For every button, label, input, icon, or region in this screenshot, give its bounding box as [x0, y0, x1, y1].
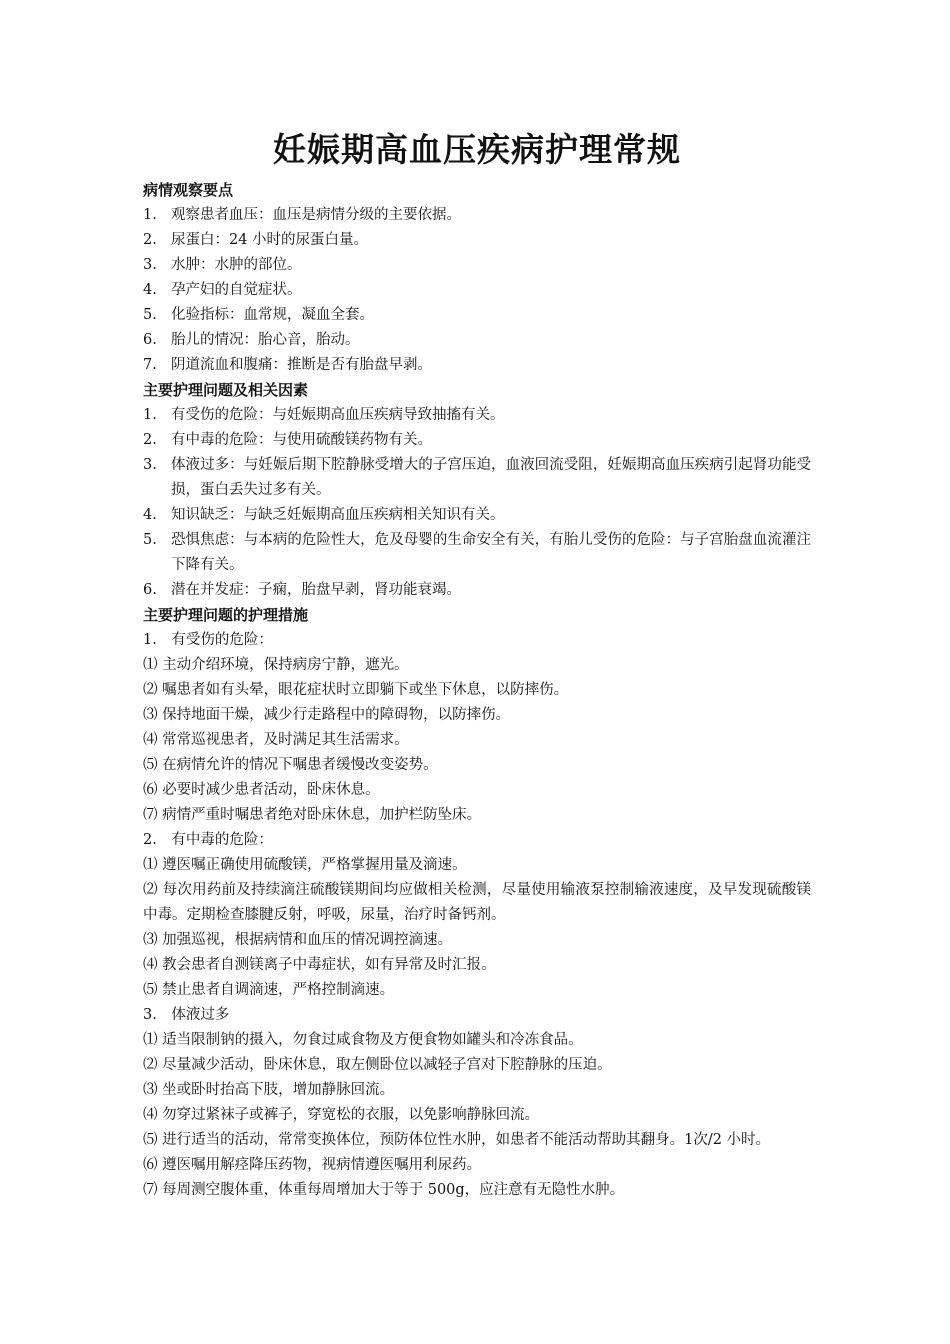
measure-line: ⑶ 加强巡视，根据病情和血压的情况调控滴速。	[143, 932, 453, 948]
measure-line: ⑵ 嘱患者如有头晕，眼花症状时立即躺下或坐下休息，以防摔伤。	[143, 682, 569, 698]
list-item	[143, 403, 811, 428]
item-number: 2.	[143, 232, 157, 248]
item-text: 知识缺乏：与缺乏妊娠期高血压疾病相关知识有关。	[171, 507, 505, 523]
list-item	[143, 353, 811, 378]
item-text: 阴道流血和腹痛：推断是否有胎盘早剥。	[171, 357, 432, 373]
measure-line: ⑷ 教会患者自测镁离子中毒症状，如有异常及时汇报。	[143, 957, 496, 973]
measure-line: ⑵ 每次用药前及持续滴注硫酸镁期间均应做相关检测，尽量使用输液泵控制输液速度，及早发现硫酸镁中毒。定期检查膝腱反射，呼吸，尿量，治疗时备钙剂。	[143, 882, 811, 923]
item-number: 6.	[143, 332, 157, 348]
section-heading-nursing-problems: 主要护理问题及相关因素	[143, 381, 309, 399]
item-text: 水肿：水肿的部位。	[171, 257, 302, 273]
measure-line: ⑶ 坐或卧时抬高下肢，增加静脉回流。	[143, 1082, 395, 1098]
item-number: 2.	[143, 432, 157, 448]
list-item	[143, 228, 811, 253]
list-item	[143, 528, 811, 578]
item-text: 孕产妇的自觉症状。	[171, 282, 302, 298]
measure-line: ⑺ 每周测空腹体重，体重每周增加大于等于 500g，应注意有无隐性水肿。	[143, 1182, 625, 1198]
measure-line: ⑸ 禁止患者自调滴速，严格控制滴速。	[143, 982, 395, 998]
measure-line: ⑴ 适当限制钠的摄入，勿食过咸食物及方便食物如罐头和冷冻食品。	[143, 1032, 583, 1048]
item-text: 潜在并发症：子痫，胎盘早剥，肾功能衰竭。	[171, 582, 461, 598]
measure-line: ⑶ 保持地面干燥，减少行走路程中的障碍物，以防摔伤。	[143, 707, 511, 723]
item-text: 有受伤的危险：与妊娠期高血压疾病导致抽搐有关。	[171, 407, 505, 423]
list-item	[143, 303, 811, 328]
item-text: 尿蛋白：24 小时的尿蛋白量。	[171, 232, 369, 248]
list-item	[143, 203, 811, 228]
item-number: 6.	[143, 582, 157, 598]
measure-line: ⑵ 尽量减少活动，卧床休息，取左侧卧位以减轻子宫对下腔静脉的压迫。	[143, 1057, 612, 1073]
item-text: 有中毒的危险：与使用硫酸镁药物有关。	[171, 432, 432, 448]
measure-line: ⑴ 主动介绍环境，保持病房宁静，遮光。	[143, 657, 409, 673]
measure-line: ⑴ 遵医嘱正确使用硫酸镁，严格掌握用量及滴速。	[143, 857, 467, 873]
measure-line: ⑺ 病情严重时嘱患者绝对卧床休息，加护栏防坠床。	[143, 807, 482, 823]
list-item	[143, 253, 811, 278]
item-number: 7.	[143, 357, 157, 373]
item-number: 5.	[143, 307, 157, 323]
document-page	[143, 126, 811, 1203]
subsection-title: 3. 体液过多	[143, 1007, 230, 1023]
subsection-title: 1. 有受伤的危险：	[143, 632, 273, 648]
list-item	[143, 503, 811, 528]
list-item	[143, 578, 811, 603]
list-item	[143, 278, 811, 303]
item-number: 4.	[143, 282, 157, 298]
item-number: 1.	[143, 407, 157, 423]
list-item	[143, 428, 811, 453]
item-text: 胎儿的情况：胎心音，胎动。	[171, 332, 360, 348]
list-item	[143, 453, 811, 503]
measure-line: ⑹ 遵医嘱用解痉降压药物，视病情遵医嘱用利尿药。	[143, 1157, 482, 1173]
item-number: 3.	[143, 457, 157, 473]
item-number: 5.	[143, 532, 157, 548]
section-heading-observation: 病情观察要点	[143, 181, 234, 199]
section-heading-nursing-measures: 主要护理问题的护理措施	[143, 606, 309, 624]
item-text: 体液过多：与妊娠后期下腔静脉受增大的子宫压迫，血液回流受阻，妊娠期高血压疾病引起肾功能受损，蛋白丢失过多有关。	[171, 457, 811, 498]
measure-line: ⑸ 进行适当的活动，常常变换体位，预防体位性水肿，如患者不能活动帮助其翻身。1次/2 小时。	[143, 1132, 771, 1148]
item-text: 化验指标：血常规，凝血全套。	[171, 307, 374, 323]
measure-line: ⑷ 常常巡视患者，及时满足其生活需求。	[143, 732, 409, 748]
item-number: 1.	[143, 207, 157, 223]
measure-line: ⑷ 勿穿过紧袜子或裤子，穿宽松的衣服，以免影响静脉回流。	[143, 1107, 540, 1123]
item-number: 4.	[143, 507, 157, 523]
document-title: 妊娠期高血压疾病护理常规	[273, 130, 681, 169]
measure-line: ⑹ 必要时减少患者活动，卧床休息。	[143, 782, 380, 798]
measure-line: ⑸ 在病情允许的情况下嘱患者缓慢改变姿势。	[143, 757, 438, 773]
item-text: 观察患者血压：血压是病情分级的主要依据。	[171, 207, 461, 223]
item-number: 3.	[143, 257, 157, 273]
list-item	[143, 328, 811, 353]
subsection-title: 2. 有中毒的危险：	[143, 832, 273, 848]
item-text: 恐惧焦虑：与本病的危险性大，危及母婴的生命安全有关，有胎儿受伤的危险：与子宫胎盘血流灌注下降有关。	[171, 532, 811, 573]
